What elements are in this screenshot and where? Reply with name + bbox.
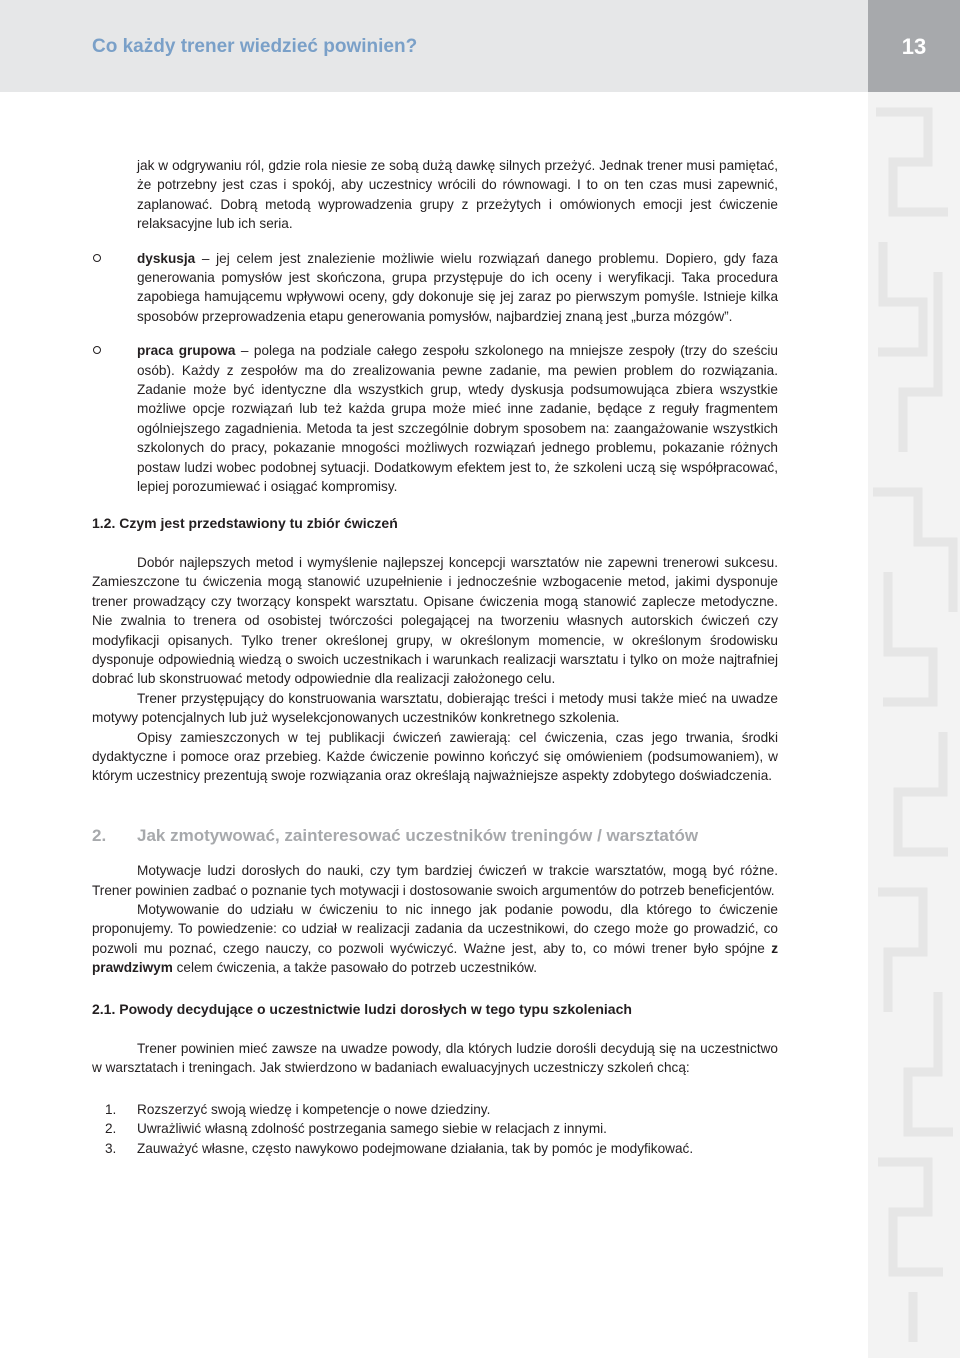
bullet-item-dyskusja: [92, 249, 778, 327]
paragraph-text: Motywowanie do udziału w ćwiczeniu to nic innego jak podanie powodu, dla którego to ćwiczenie proponujemy. To powiedzenie: co udział w realizacji zadania da uczestnikowi, do czego może go prowadzić, co pozwoli mu poznać, czego nauczy, co pozwoli wyćwiczyć. Ważne jest, aby to, co mówi trener było spójne: [92, 902, 778, 956]
bullet-term: praca grupowa: [137, 343, 236, 359]
section-title: Jak zmotywować, zainteresować uczestników treningów / warsztatów: [137, 825, 699, 845]
numbered-list: [92, 1100, 778, 1158]
paragraph: Opisy zamieszczonych w tej publikacji ćwiczeń zawierają: cel ćwiczenia, czas jego trwania, środki dydaktyczne i pomoce oraz przebieg. Każde ćwiczenie powinno kończyć się omówieniem (podsumowaniem), w którym uczestnicy prezentują swoje rozwiązania oraz określają najważniejsze aspekty zdobytego doświadczenia.: [92, 729, 778, 784]
bullet-paragraph: [137, 249, 778, 327]
emphasis: z prawdziwym: [92, 940, 778, 976]
bullet-text: – polega na podziale całego zespołu szkolonego na mniejsze zespoły (trzy do sześciu osób). Każdy z zespołów ma do zrealizowania pewne zadanie, ma pewien problem do rozwiązania. Zadanie może być identyczne dla wszystkich grup, wtedy dyskusja podsumowująca zbiera wszystkie możliwe opcje rozwiązań lub też każda grupa może mieć inne zadanie, będące z reguły fragmentem ogólniejszego zagadnienia. Metoda ta jest szczególnie dobrym sposobem na: zaangażowanie wszystkich szkolonych do pracy, pokazanie mnogości możliwych rozwiązań jednego problemu, pokazanie różnych postaw ludzi wobec podobnej sytuacji. Dodatkowym efektem jest to, że szkoleni uczą się współpracować, lepiej porozumiewać i osiągać kompromisy.: [137, 343, 778, 495]
main-content: [92, 156, 778, 1158]
section-heading-2: [92, 826, 778, 845]
list-number: 2.: [105, 1121, 117, 1137]
bullet-term: dyskusja: [137, 250, 196, 266]
list-text: Zauważyć własne, często nawykowo podejmowane działania, tak by pomóc je modyfikować.: [137, 1140, 694, 1156]
section-number: 2.: [92, 825, 107, 845]
list-number: 1.: [105, 1101, 117, 1117]
list-number: 3.: [105, 1140, 117, 1156]
maze-pattern-decoration: [868, 92, 960, 1358]
bullet-paragraph: [137, 341, 778, 496]
bullet-text: – jej celem jest znalezienie możliwie wielu rozwiązań danego problemu. Dopiero, gdy faza generowania pomysłów jest skończona, grupa przystępuje do ich oceny i weryfikacji. Taka procedura zapobiega hamującemu wpływowi oceny, gdy dokonuje się jej zaraz po pierwszym pomyśle. Istnieje kilka sposobów przeprowadzenia etapu generowania pomysłów, najbardziej znaną jest „burza mózgów”.: [137, 250, 778, 324]
paragraph: Trener powinien mieć zawsze na uwadze powody, dla których ludzie dorośli decydują się na uczestnictwo w warsztatach i treningach. Jak stwierdzono w badaniach ewaluacyjnych uczestniczy szkoleń chcą:: [92, 1041, 778, 1076]
list-text: Rozszerzyć swoją wiedzę i kompetencje o nowe dziedziny.: [137, 1101, 491, 1117]
paragraph: Motywacje ludzi dorosłych do nauki, czy tym bardziej ćwiczeń w trakcie warsztatów, mogą być różne. Trener powinien zadbać o poznanie tych motywacji i dostosowanie swoich argumentów do potrzeb beneficjentów.: [92, 863, 778, 898]
paragraph: Dobór najlepszych metod i wymyślenie najlepszej koncepcji warsztatów nie zapewni trenerowi sukcesu. Zamieszczone tu ćwiczenia mogą stanowić uzupełnienie i jednocześnie wzbogacenie metod, jakimi dysponuje trener prowadzący czy tworzący konspekt warsztatu. Opisane ćwiczenia mogą stanowić zaplecze metodyczne. Nie zwalnia to trenera od osobistej twórczości polegającej na tworzeniu własnych autorskich ćwiczeń czy modyfikacji opisanych. Tylko trener określonej grupy, w określonym momencie, w określonym środowisku dysponuje odpowiednią wiedzą o swoich uczestnikach i warunkach realizacji warsztatu i tylko on może najtrafniej dobrać lub skonstruować metody odpowiednie dla realizacji założonego celu.: [92, 554, 778, 687]
section-heading-2-1: 2.1. Powody decydujące o uczestnictwie ludzi dorosłych w tego typu szkoleniach: [92, 1000, 632, 1017]
bullet-circle-icon: [93, 254, 101, 262]
paragraph: Trener przystępujący do konstruowania warsztatu, dobierając treści i metody musi także mieć na uwadze motywy potencjalnych lub już wyselekcjonowanych uczestników konkretnego szkolenia.: [92, 690, 778, 726]
list-item: [92, 1139, 778, 1158]
list-item: [92, 1119, 778, 1138]
bullet-item-praca-grupowa: [92, 341, 778, 496]
bullet-circle-icon: [93, 346, 101, 354]
intro-paragraph: jak w odgrywaniu ról, gdzie rola niesie ze sobą dużą dawkę silnych przeżyć. Jednak trener musi pamiętać, że potrzebny jest czas i spokój, aby uczestnicy wrócili do równowagi. I to on ten czas musi zapewnić, zaplanować. Dobrą metodą wyprowadzenia grupy z przeżytych i omówionych emocji jest ćwiczenie relaksacyjne lub ich seria.: [137, 158, 778, 232]
paragraph-text: celem ćwiczenia, a także pasowało do potrzeb uczestników.: [172, 960, 538, 976]
page-number-box: [868, 0, 960, 92]
page-number: 13: [901, 34, 927, 59]
running-title: Co każdy trener wiedzieć powinien?: [92, 36, 418, 57]
paragraph: [92, 900, 778, 978]
page-header: [0, 0, 868, 92]
list-item: [92, 1100, 778, 1119]
list-text: Uwrażliwić własną zdolność postrzegania samego siebie w relacjach z innymi.: [137, 1121, 607, 1137]
section-heading-1-2: 1.2. Czym jest przedstawiony tu zbiór ćwiczeń: [92, 514, 398, 531]
decorative-side-band: [868, 92, 960, 1358]
